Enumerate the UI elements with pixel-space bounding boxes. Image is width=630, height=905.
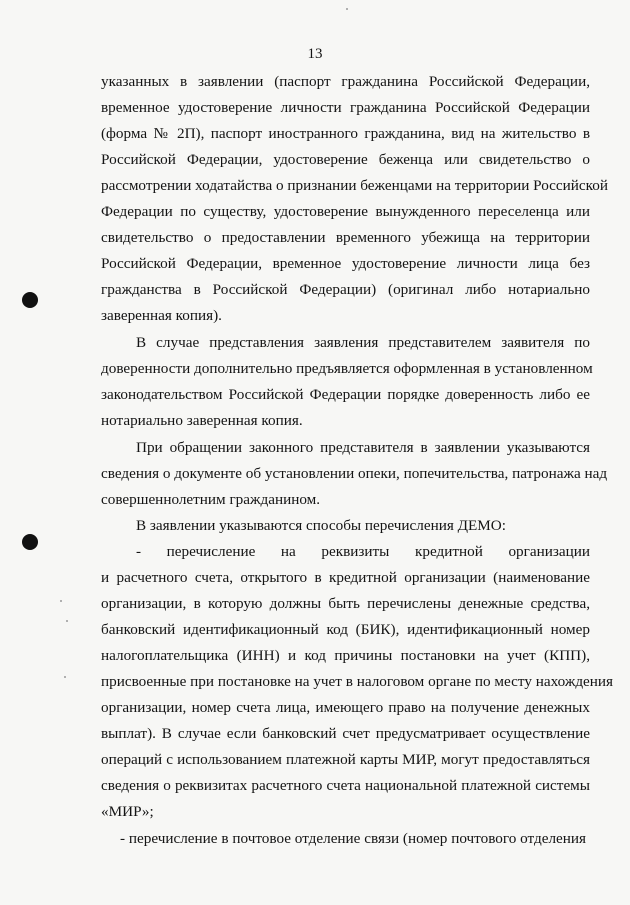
text-line: совершеннолетним гражданином. xyxy=(101,491,321,508)
text-line: заверенная копия). xyxy=(101,307,222,324)
text-line: операций с использованием платежной карты МИР, могут предоставляться xyxy=(101,751,590,768)
text-line: организации, в которую должны быть перечислены денежные средства, xyxy=(101,595,590,612)
scan-speck xyxy=(66,620,68,622)
text-line: Российской Федерации, удостоверение беженца или свидетельство о xyxy=(101,151,590,168)
scan-speck xyxy=(346,8,348,10)
text-line: сведения о реквизитах расчетного счета национальной платежной системы xyxy=(101,777,590,794)
text-line: гражданства в Российской Федерации) (оригинал либо нотариально xyxy=(101,281,590,298)
punch-hole xyxy=(22,534,38,550)
text-line: налогоплательщика (ИНН) и код причины постановки на учет (КПП), xyxy=(101,647,590,664)
text-line: (форма № 2П), паспорт иностранного гражданина, вид на жительство в xyxy=(101,125,590,142)
text-line: рассмотрении ходатайства о признании беженцами на территории Российской xyxy=(101,177,608,194)
scan-speck xyxy=(64,676,66,678)
text-line: законодательством Российской Федерации порядке доверенность либо ее xyxy=(101,386,590,403)
text-line: доверенности дополнительно предъявляется оформленная в установленном xyxy=(101,360,593,377)
text-line: В случае представления заявления представителем заявителя по xyxy=(136,334,590,351)
list-item: - перечисление в почтовое отделение связи (номер почтового отделения xyxy=(120,830,586,847)
text-line: При обращении законного представителя в заявлении указываются xyxy=(136,439,590,456)
text-line: банковский идентификационный код (БИК), идентификационный номер xyxy=(101,621,590,638)
text-line: указанных в заявлении (паспорт гражданина Российской Федерации, xyxy=(101,73,590,90)
text-line: «МИР»; xyxy=(101,803,154,820)
text-line: и расчетного счета, открытого в кредитной организации (наименование xyxy=(101,569,590,586)
list-item: - перечисление на реквизиты кредитной организации xyxy=(136,543,590,560)
text-line: свидетельство о предоставлении временного убежища на территории xyxy=(101,229,590,246)
text-line: В заявлении указываются способы перечисления ДЕМО: xyxy=(136,517,506,534)
punch-hole xyxy=(22,292,38,308)
text-line: Российской Федерации, временное удостоверение личности лица без xyxy=(101,255,590,272)
text-line: сведения о документе об установлении опеки, попечительства, патронажа над xyxy=(101,465,608,482)
scan-speck xyxy=(60,600,62,602)
text-line: организации, номер счета лица, имеющего право на получение денежных xyxy=(101,699,590,716)
text-line: Федерации по существу, удостоверение вынужденного переселенца или xyxy=(101,203,590,220)
text-line: нотариально заверенная копия. xyxy=(101,412,303,429)
page-number: 13 xyxy=(307,46,323,62)
text-line: временное удостоверение личности гражданина Российской Федерации xyxy=(101,99,590,116)
text-line: присвоенные при постановке на учет в налоговом органе по месту нахождения xyxy=(101,673,614,690)
text-line: выплат). В случае если банковский счет предусматривает осуществление xyxy=(101,725,590,742)
